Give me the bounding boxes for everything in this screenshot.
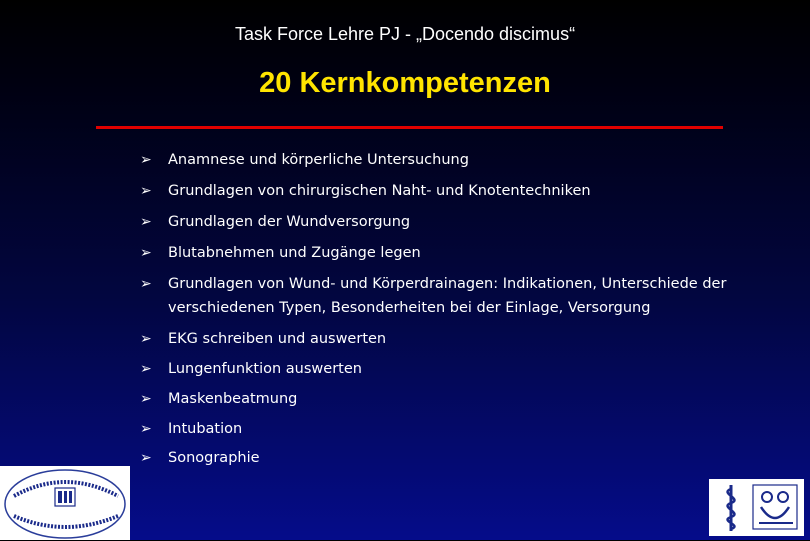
clinic-logo-icon bbox=[0, 466, 130, 540]
university-eye-clinic-logo bbox=[0, 466, 130, 540]
list-item bbox=[140, 179, 780, 203]
slide-title: 20 Kernkompetenzen bbox=[259, 67, 551, 99]
arrow-bullet-icon: ➢ bbox=[140, 245, 152, 261]
list-item-text: Lungenfunktion auswerten bbox=[168, 361, 362, 377]
list-item-text: Grundlagen von chirurgischen Naht- und Knotentechniken bbox=[168, 183, 591, 199]
emblem-logo-icon bbox=[709, 479, 804, 536]
list-item bbox=[140, 327, 780, 351]
arrow-bullet-icon: ➢ bbox=[140, 214, 152, 230]
list-item bbox=[140, 357, 780, 381]
list-item-text: Anamnese und körperliche Untersuchung bbox=[168, 152, 469, 168]
list-item bbox=[140, 210, 780, 234]
list-item-text: Sonographie bbox=[168, 450, 260, 466]
list-item-text: EKG schreiben und auswerten bbox=[168, 331, 387, 347]
arrow-bullet-icon: ➢ bbox=[140, 361, 152, 377]
list-item-text: Grundlagen von Wund- und Körperdrainagen: Indikationen, Unterschiede der verschiedenen Typen, Besonderheiten bei der Einlage, Versorgung bbox=[168, 276, 727, 316]
slide-header: Task Force Lehre PJ - „Docendo discimus“ bbox=[234, 24, 576, 44]
title-divider bbox=[96, 126, 723, 129]
list-item bbox=[140, 272, 780, 320]
arrow-bullet-icon: ➢ bbox=[140, 276, 152, 292]
arrow-bullet-icon: ➢ bbox=[140, 331, 152, 347]
arrow-bullet-icon: ➢ bbox=[140, 421, 152, 437]
list-item bbox=[140, 241, 780, 265]
list-item-text: Blutabnehmen und Zugänge legen bbox=[168, 245, 421, 261]
list-item bbox=[140, 387, 780, 411]
list-item-text: Maskenbeatmung bbox=[168, 391, 298, 407]
arrow-bullet-icon: ➢ bbox=[140, 152, 152, 168]
list-item bbox=[140, 446, 780, 470]
arrow-bullet-icon: ➢ bbox=[140, 183, 152, 199]
list-item-text: Grundlagen der Wundversorgung bbox=[168, 214, 411, 230]
list-item-text: Intubation bbox=[168, 421, 243, 437]
list-item bbox=[140, 417, 780, 441]
faculty-emblem-logo bbox=[709, 479, 804, 536]
arrow-bullet-icon: ➢ bbox=[140, 450, 152, 466]
arrow-bullet-icon: ➢ bbox=[140, 391, 152, 407]
list-item bbox=[140, 148, 780, 172]
competency-list bbox=[140, 148, 780, 470]
